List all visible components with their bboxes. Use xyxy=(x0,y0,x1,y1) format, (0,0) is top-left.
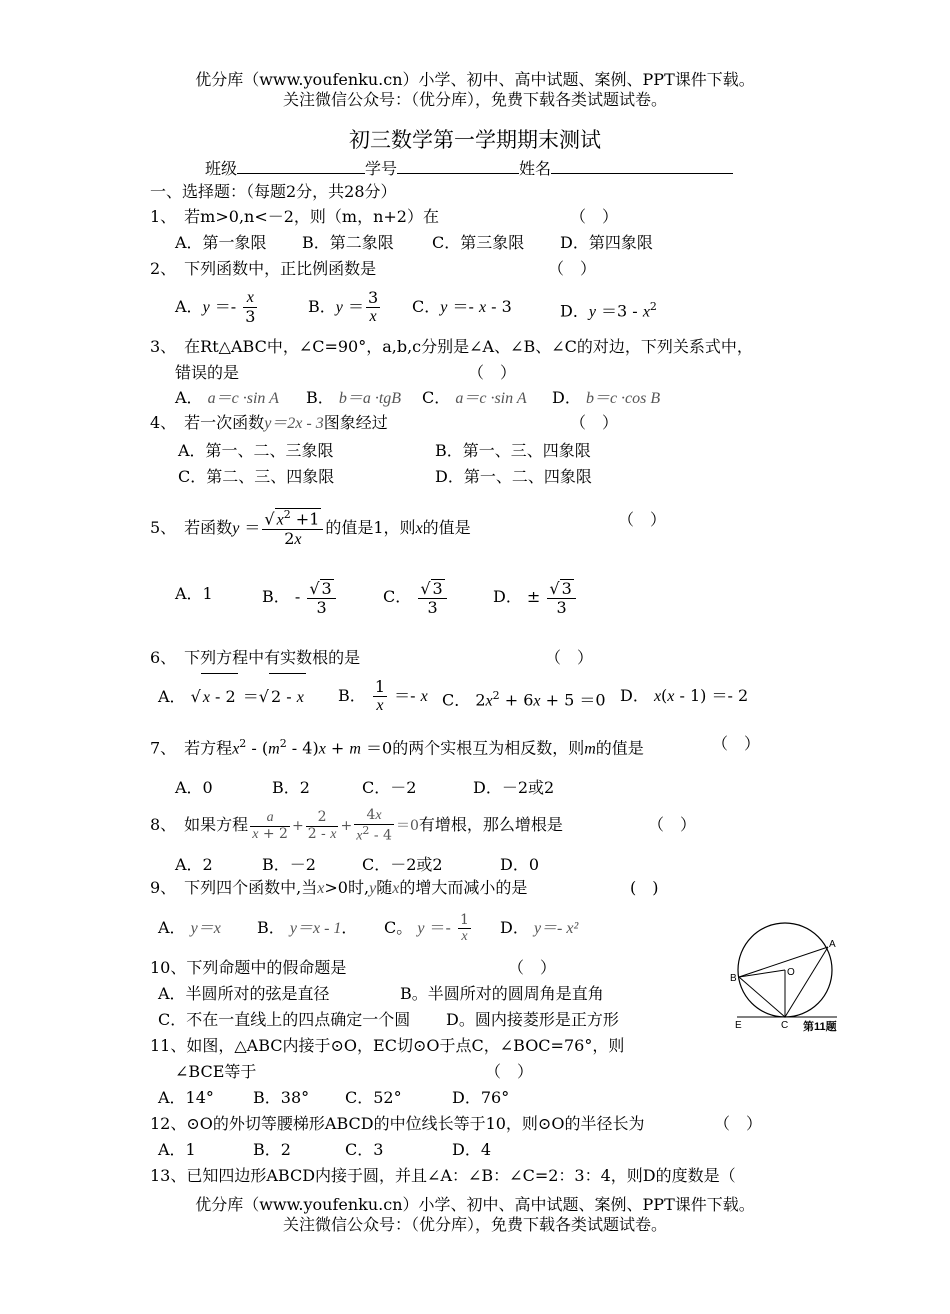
q8-option-b[interactable]: B．－2 xyxy=(262,855,316,874)
q2-stem: 2、 下列函数中，正比例函数是 xyxy=(150,259,377,278)
header-line-2: 关注微信公众号：（优分库），免费下载各类试题试卷。 xyxy=(282,90,667,109)
q3-option-d[interactable]: D． b＝c ·cos B xyxy=(552,388,661,407)
name-label: 姓名 xyxy=(519,159,552,178)
q5-stem: 5、 若函数y ＝ $\frac{√ x^2 +1}{2x}$ 的值是1，则x的值是 xyxy=(150,508,471,549)
label-c: C xyxy=(781,1020,789,1031)
q10-stem: 10、下列命题中的假命题是 xyxy=(150,958,347,977)
segment-bo xyxy=(739,970,785,977)
q11-bracket[interactable]: （ ） xyxy=(485,1062,534,1081)
q3-option-b[interactable]: B． b＝a ·tgB xyxy=(306,388,402,407)
q1-option-b[interactable]: B．第二象限 xyxy=(302,233,394,252)
q2-option-a[interactable]: A．y ＝- $\frac{x}{3}$ xyxy=(175,289,256,326)
q11-option-d[interactable]: D．76° xyxy=(452,1088,510,1107)
q11-stem-1: 11、如图，△ABC内接于⊙O，EC切⊙O于点C，∠BOC=76°，则 xyxy=(150,1036,625,1055)
footer-line-2: 关注微信公众号：（优分库），免费下载各类试题试卷。 xyxy=(282,1215,667,1234)
student-info xyxy=(205,157,733,179)
page-title: 初三数学第一学期期末测试 xyxy=(349,128,601,152)
q10-option-c[interactable]: C．不在一直线上的四点确定一个圆 xyxy=(158,1010,411,1029)
q12-option-b[interactable]: B．2 xyxy=(253,1140,291,1159)
name-field[interactable] xyxy=(551,157,733,174)
q1-option-d[interactable]: D．第四象限 xyxy=(560,233,653,252)
q5-bracket[interactable]: （ ） xyxy=(618,510,667,529)
q2-bracket[interactable]: （ ） xyxy=(548,259,597,278)
q6-option-d[interactable]: D． x(x - 1) ＝- 2 xyxy=(620,686,749,705)
q12-option-c[interactable]: C．3 xyxy=(345,1140,384,1159)
q3-option-c[interactable]: C． a＝c ·sin A xyxy=(422,388,527,407)
q3-stem-2: 错误的是 xyxy=(175,363,240,382)
q7-stem: 7、 若方程$x^2 - (m^2 - 4)x + m =0$的两个实根互为相反数，则m的值是 xyxy=(150,737,644,758)
q7-option-d[interactable]: D．－2或2 xyxy=(473,778,555,797)
q9-bracket[interactable]: ( ) xyxy=(630,878,659,897)
q11-stem-2: ∠BCE等于 xyxy=(175,1062,257,1081)
q7-option-a[interactable]: A．0 xyxy=(175,778,213,797)
header-line-1: 优分库（www.youfenku.cn）小学、初中、高中试题、案例、PPT课件下载。 xyxy=(195,70,755,89)
id-label: 学号 xyxy=(365,159,398,178)
q7-option-b[interactable]: B．2 xyxy=(272,778,310,797)
class-field[interactable] xyxy=(237,157,365,174)
q8-option-d[interactable]: D．0 xyxy=(500,855,540,874)
q4-stem: 4、 若一次函数y＝2x - 3图象经过 xyxy=(150,413,388,432)
q5-option-a[interactable]: A．1 xyxy=(175,584,213,603)
q8-option-a[interactable]: A．2 xyxy=(175,855,213,874)
label-e: E xyxy=(735,1020,742,1031)
q1-bracket[interactable]: （ ） xyxy=(570,207,619,226)
q4-option-b[interactable]: B．第一、三、四象限 xyxy=(435,441,591,460)
q10-bracket[interactable]: （ ） xyxy=(508,958,557,977)
q4-option-a[interactable]: A．第一、二、三象限 xyxy=(178,441,334,460)
section-heading: 一、选择题：（每题2分，共28分） xyxy=(150,182,397,201)
q3-bracket[interactable]: （ ） xyxy=(468,363,517,382)
q12-option-d[interactable]: D．4 xyxy=(452,1140,492,1159)
q6-option-a[interactable]: A． √ x - 2 ＝√ 2 - x xyxy=(158,673,306,721)
q11-option-c[interactable]: C．52° xyxy=(345,1088,402,1107)
q12-stem: 12、⊙O的外切等腰梯形ABCD的中位线长等于10，则⊙O的半径长为 xyxy=(150,1114,645,1133)
q11-option-a[interactable]: A．14° xyxy=(158,1088,214,1107)
q1-option-a[interactable]: A．第一象限 xyxy=(175,233,267,252)
q8-stem: 8、 如果方程 $\frac{a}{x + 2}$ + $\frac{2}{2 - x}$ + $\frac{4x}{x^2 - 4}$ ＝0有增根，那么增根是 xyxy=(150,807,563,844)
q11-option-b[interactable]: B．38° xyxy=(253,1088,310,1107)
q8-bracket[interactable]: （ ） xyxy=(648,815,697,834)
q5-option-b[interactable]: B． - $\frac{√ 3}{3}$ xyxy=(262,575,338,619)
id-field[interactable] xyxy=(397,157,519,174)
q9-option-c[interactable]: C。 y ＝- $\frac{1}{x}$ xyxy=(384,911,469,944)
q10-option-a[interactable]: A．半圆所对的弦是直径 xyxy=(158,984,330,1003)
q6-option-b[interactable]: B． $\frac{1}{x}$ ＝- x xyxy=(338,677,428,714)
q9-stem: 9、 下列四个函数中,当x>0时,y随x的增大而减小的是 xyxy=(150,878,528,897)
q6-stem: 6、 下列方程中有实数根的是 xyxy=(150,648,361,667)
figure-caption: 第11题 xyxy=(803,1021,837,1033)
q2-option-b[interactable]: B．y ＝ $\frac{3}{x}$ xyxy=(308,288,379,325)
q5-option-c[interactable]: C． $\frac{√ 3}{3}$ xyxy=(383,575,449,619)
q7-option-c[interactable]: C．－2 xyxy=(362,778,417,797)
class-label: 班级 xyxy=(205,159,238,178)
q4-bracket[interactable]: （ ） xyxy=(570,413,619,432)
q2-option-c[interactable]: C．y ＝- x - 3 xyxy=(412,297,512,316)
label-o: O xyxy=(787,967,795,978)
q3-stem-1: 3、 在Rt△ABC中，∠C=90°，a,b,c分别是∠A、∠B、∠C的对边，下列关系式中， xyxy=(150,337,753,356)
q10-option-d[interactable]: D。圆内接菱形是正方形 xyxy=(446,1010,619,1029)
q12-option-a[interactable]: A．1 xyxy=(158,1140,196,1159)
q9-option-d[interactable]: D． y＝- x² xyxy=(500,918,579,937)
q8-option-c[interactable]: C．－2或2 xyxy=(362,855,443,874)
q9-option-b[interactable]: B． y＝x - 1． xyxy=(257,918,358,937)
q6-option-c[interactable]: C． $2x^2 + 6x + 5 =0$ xyxy=(442,689,606,710)
q5-option-d[interactable]: D． ± $\frac{√ 3}{3}$ xyxy=(493,575,578,619)
q12-bracket[interactable]: （ ） xyxy=(714,1114,763,1133)
segment-ac xyxy=(785,947,828,1017)
segment-ba xyxy=(739,947,828,977)
q7-bracket[interactable]: （ ） xyxy=(712,734,761,753)
q1-option-c[interactable]: C．第三象限 xyxy=(432,233,525,252)
label-b: B xyxy=(730,973,737,984)
circle-figure xyxy=(725,920,855,1040)
q13-stem: 13、已知四边形ABCD内接于圆，并且∠A：∠B：∠C=2：3：4，则D的度数是（ xyxy=(150,1166,736,1185)
q4-option-c[interactable]: C．第二、三、四象限 xyxy=(178,467,335,486)
q2-option-d[interactable]: D．$y =3 - x^2$ xyxy=(560,300,657,321)
q1-stem: 1、 若m>0,n<－2，则（m，n+2）在 xyxy=(150,207,439,226)
q9-option-a[interactable]: A． y＝x xyxy=(158,918,221,937)
q6-bracket[interactable]: （ ） xyxy=(545,648,594,667)
footer-line-1: 优分库（www.youfenku.cn）小学、初中、高中试题、案例、PPT课件下载。 xyxy=(195,1195,755,1214)
q10-option-b[interactable]: B。半圆所对的圆周角是直角 xyxy=(400,984,604,1003)
label-a: A xyxy=(829,939,836,950)
q3-option-a[interactable]: A． a＝c ·sin A xyxy=(175,388,279,407)
q4-option-d[interactable]: D．第一、二、四象限 xyxy=(435,467,592,486)
